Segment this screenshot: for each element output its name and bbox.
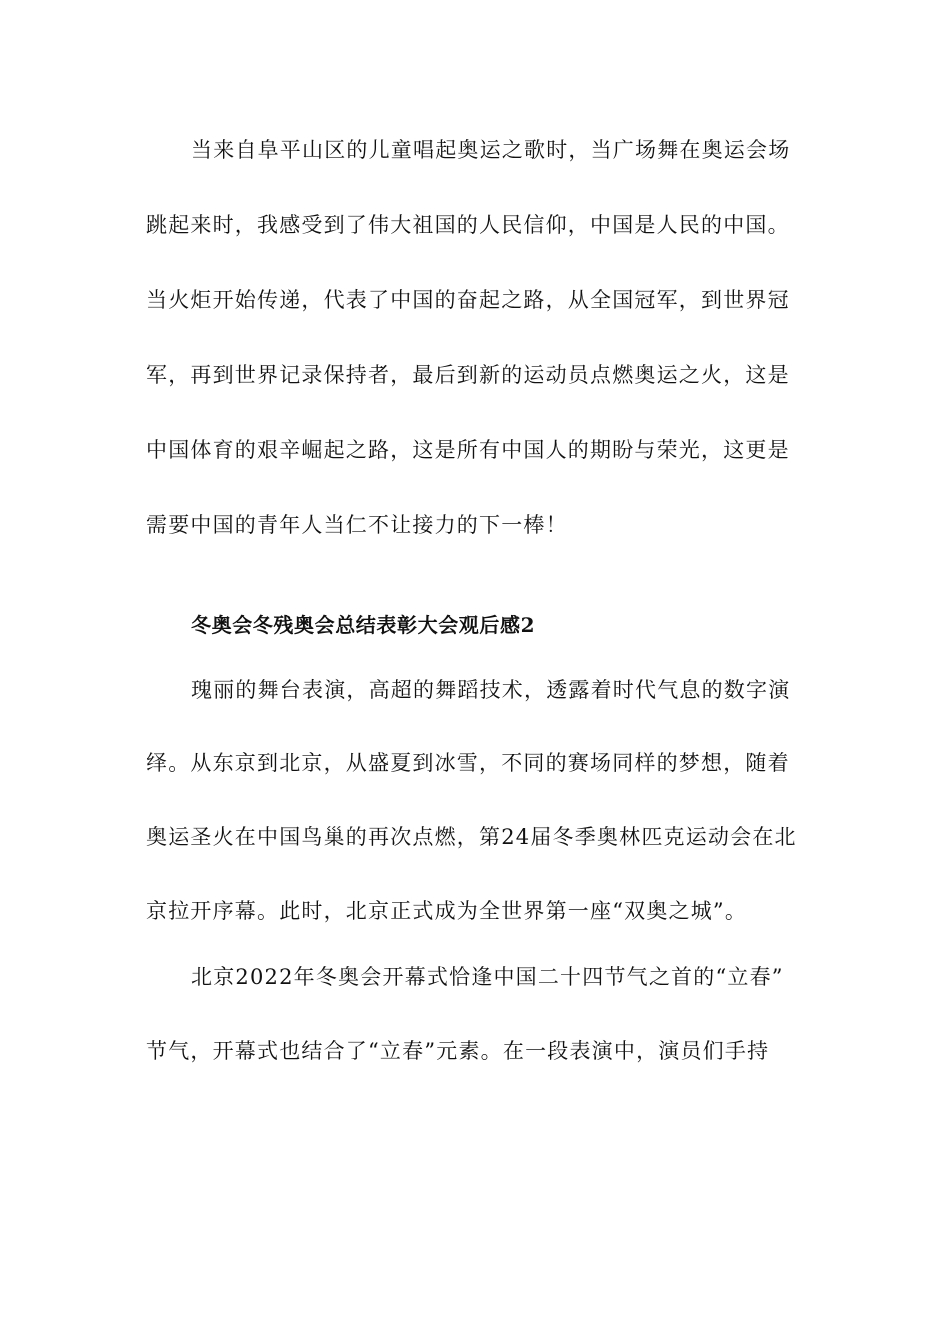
paragraph-1-line-6: 需要中国的青年人当仁不让接力的下一棒！ (146, 513, 568, 537)
paragraph-2-line-4: 京拉开序幕。此时，北京正式成为全世界第一座“双奥之城”。 (146, 899, 748, 923)
paragraph-1-line-1: 当来自阜平山区的儿童唱起奥运之歌时，当广场舞在奥运会场 (191, 138, 791, 162)
paragraph-1-line-4: 军，再到世界记录保持者，最后到新的运动员点燃奥运之火，这是 (146, 363, 790, 387)
paragraph-2-line-3: 奥运圣火在中国鸟巢的再次点燃，第24届冬季奥林匹克运动会在北 (146, 825, 797, 849)
paragraph-2-line-1: 瑰丽的舞台表演，高超的舞蹈技术，透露着时代气息的数字演 (191, 678, 791, 702)
paragraph-1-line-3: 当火炬开始传递，代表了中国的奋起之路，从全国冠军，到世界冠 (146, 288, 790, 312)
paragraph-1-line-2: 跳起来时，我感受到了伟大祖国的人民信仰，中国是人民的中国。 (146, 213, 790, 237)
paragraph-2-line-2: 绎。从东京到北京，从盛夏到冰雪，不同的赛场同样的梦想，随着 (146, 751, 790, 775)
paragraph-3-line-1: 北京2022年冬奥会开幕式恰逢中国二十四节气之首的“立春” (191, 965, 784, 989)
paragraph-1-line-5: 中国体育的艰辛崛起之路，这是所有中国人的期盼与荣光，这更是 (146, 438, 790, 462)
paragraph-3-line-2: 节气，开幕式也结合了“立春”元素。在一段表演中，演员们手持 (146, 1039, 770, 1063)
section-heading: 冬奥会冬残奥会总结表彰大会观后感2 (191, 613, 536, 637)
